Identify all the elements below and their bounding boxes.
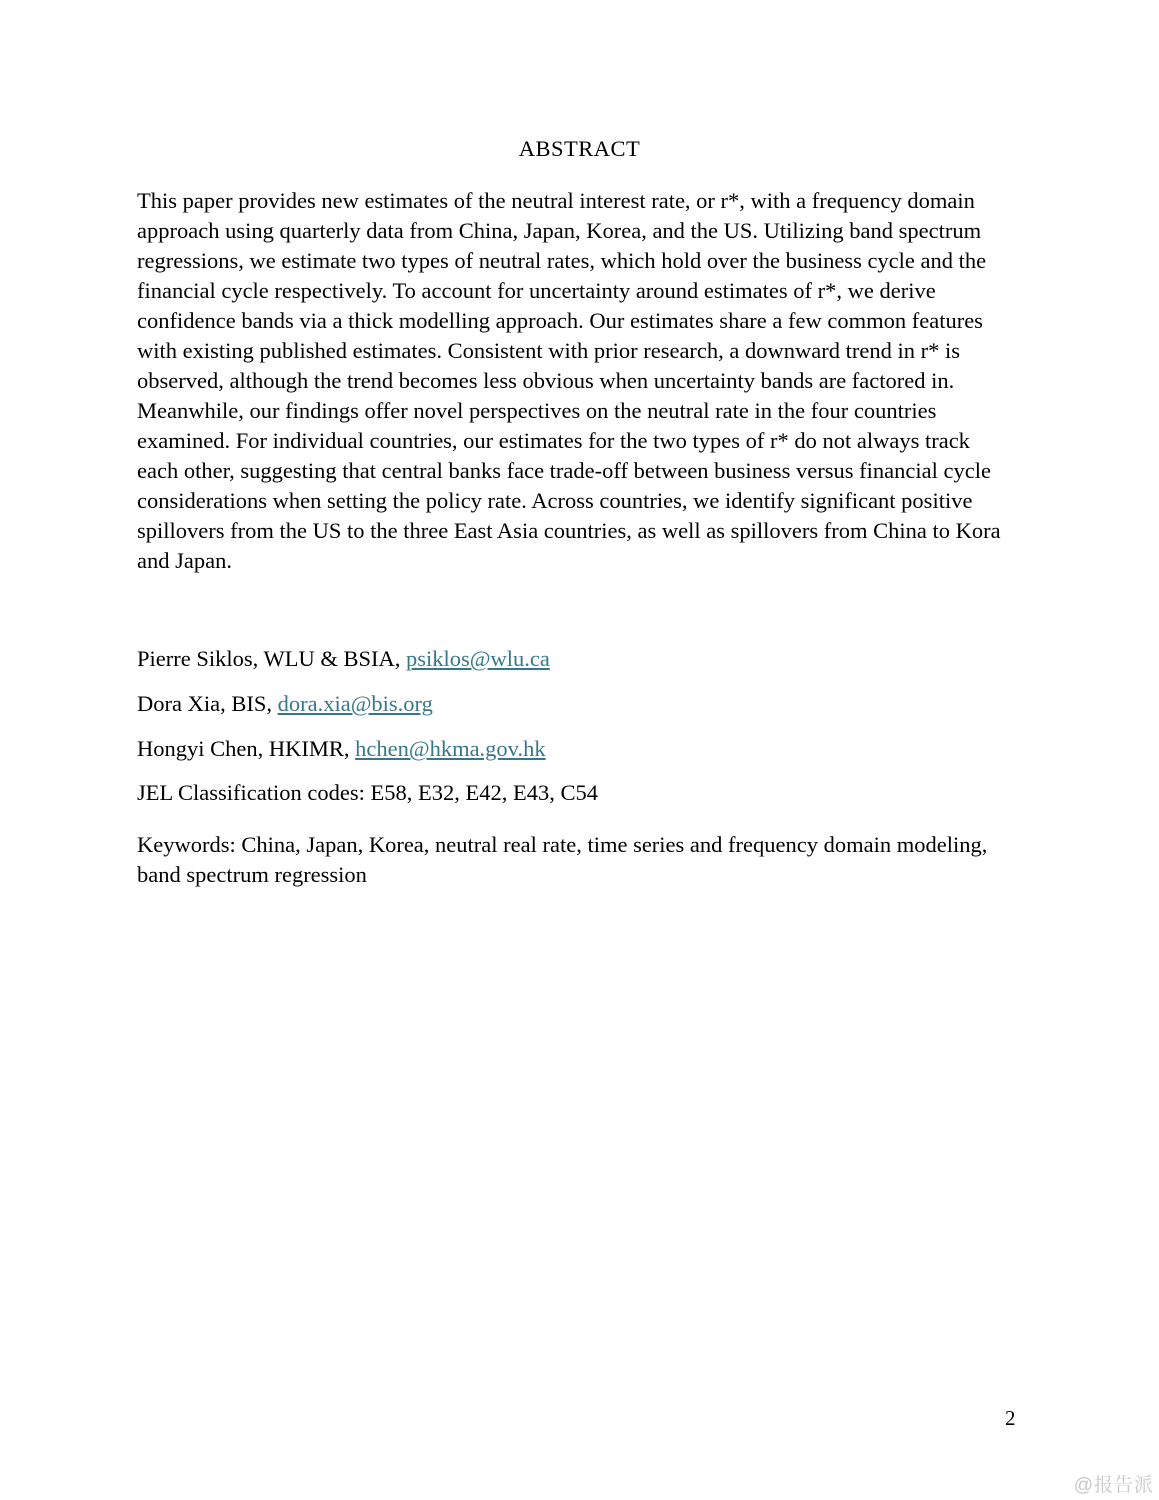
author-email-link-chen[interactable]: hchen@hkma.gov.hk <box>355 736 546 761</box>
keywords-paragraph <box>137 830 1047 890</box>
abstract-line: considerations when setting the policy rate. Across countries, we identify significant positive <box>137 488 973 513</box>
abstract-line: Meanwhile, our findings offer novel perspectives on the neutral rate in the four countries <box>137 398 937 423</box>
author-line-chen <box>137 736 546 762</box>
watermark-text: @报告派 <box>1073 1475 1154 1496</box>
author-email-link-xia[interactable]: dora.xia@bis.org <box>277 691 433 716</box>
abstract-line: examined. For individual countries, our estimates for the two types of r* do not always track <box>137 428 970 453</box>
abstract-line: observed, although the trend becomes less obvious when uncertainty bands are factored in. <box>137 368 955 393</box>
author-line-xia <box>137 691 433 717</box>
abstract-line: confidence bands via a thick modelling approach. Our estimates share a few common features <box>137 308 983 333</box>
abstract-line: approach using quarterly data from China, Japan, Korea, and the US. Utilizing band spectrum <box>137 218 982 243</box>
page-number: 2 <box>1005 1406 1016 1430</box>
abstract-line: spillovers from the US to the three East Asia countries, as well as spillovers from China to Kora <box>137 518 1001 543</box>
author-email-link-siklos[interactable]: psiklos@wlu.ca <box>405 646 550 671</box>
jel-codes-line: JEL Classification codes: E58, E32, E42, E43, C54 <box>137 780 598 805</box>
abstract-heading: ABSTRACT <box>518 136 641 161</box>
author-text: Dora Xia, BIS, <box>137 691 278 716</box>
author-text: Pierre Siklos, WLU & BSIA, <box>137 646 406 671</box>
author-line-siklos <box>137 646 550 672</box>
abstract-line: each other, suggesting that central banks face trade-off between business versus financial cycle <box>137 458 991 483</box>
abstract-line: with existing published estimates. Consistent with prior research, a downward trend in r* is <box>137 338 960 363</box>
abstract-line: This paper provides new estimates of the neutral interest rate, or r*, with a frequency domain <box>137 188 975 213</box>
abstract-paragraph <box>137 186 1047 576</box>
abstract-line: and Japan. <box>137 548 232 573</box>
abstract-line: regressions, we estimate two types of neutral rates, which hold over the business cycle and the <box>137 248 987 273</box>
keywords-line: Keywords: China, Japan, Korea, neutral real rate, time series and frequency domain modeling, <box>137 832 988 857</box>
author-text: Hongyi Chen, HKIMR, <box>137 736 356 761</box>
abstract-line: financial cycle respectively. To account for uncertainty around estimates of r*, we derive <box>137 278 936 303</box>
keywords-line: band spectrum regression <box>137 862 367 887</box>
